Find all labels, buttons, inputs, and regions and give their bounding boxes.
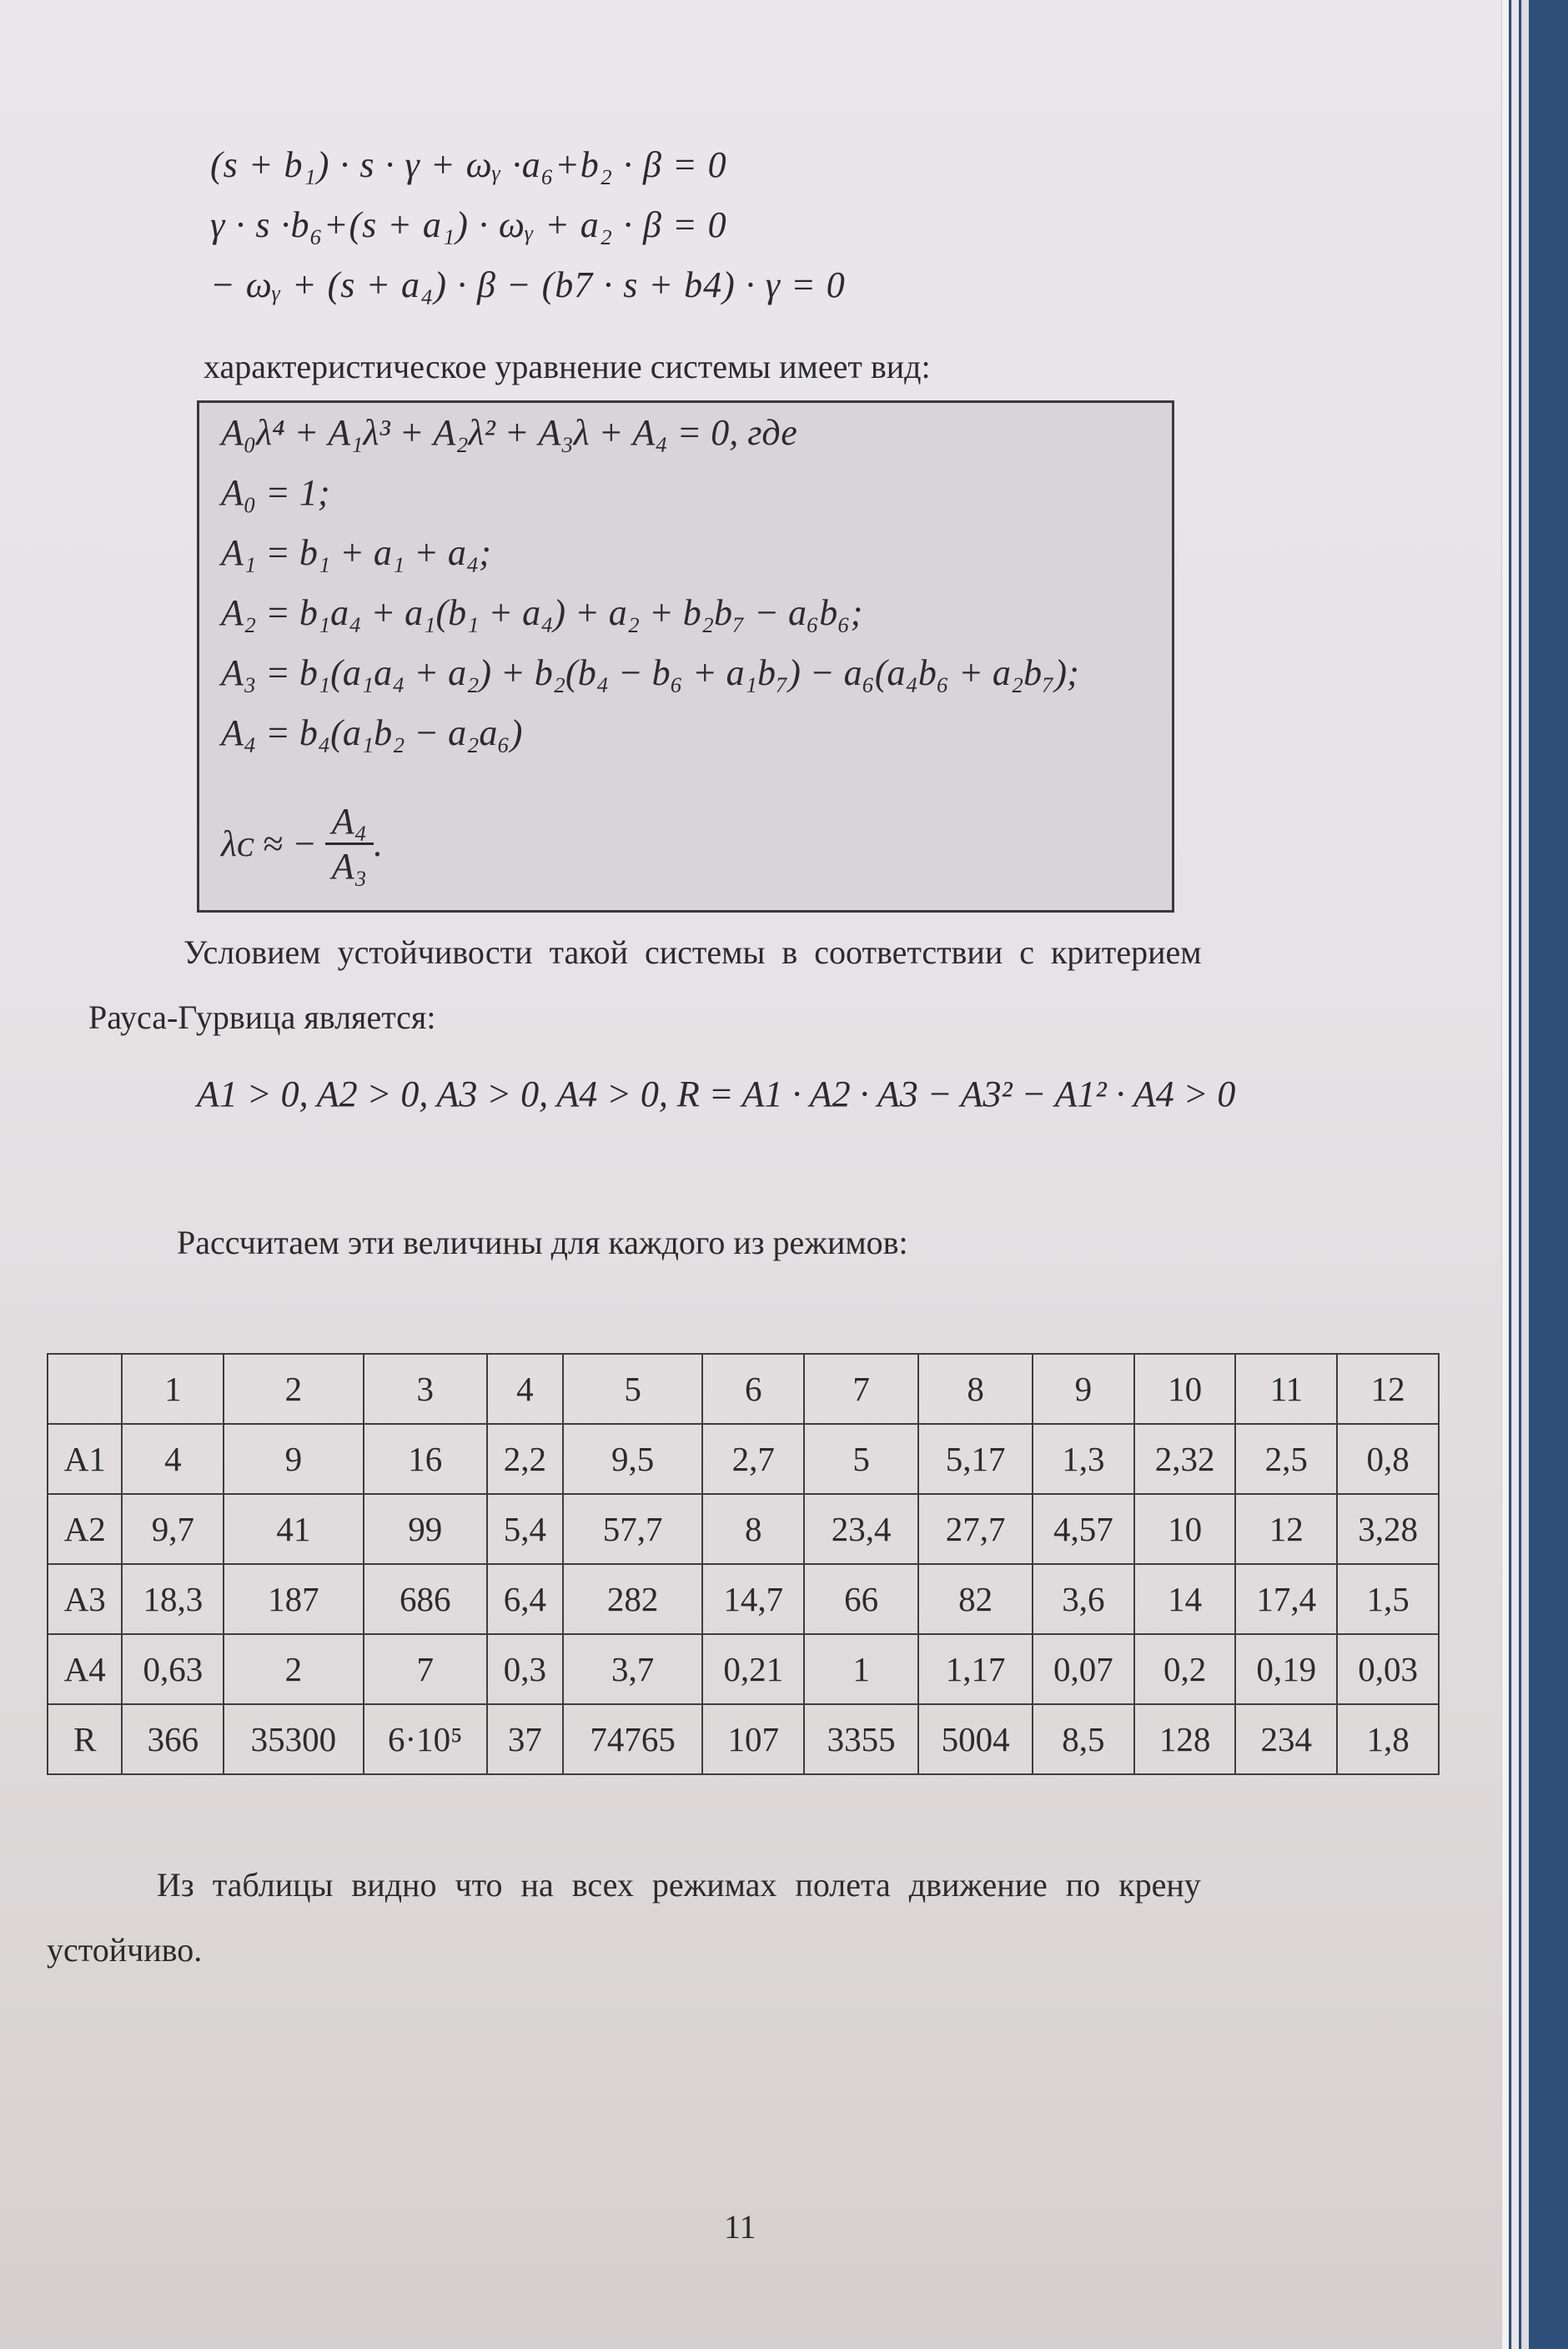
table-header-cell: 2 [224, 1354, 363, 1424]
table-row-label: R [48, 1704, 122, 1774]
table-cell: 282 [563, 1564, 702, 1634]
table-cell: 17,4 [1235, 1564, 1337, 1634]
table-cell: 99 [364, 1494, 487, 1564]
a0-formula: A₀ = 1; [221, 472, 330, 513]
table-header-cell: 3 [364, 1354, 487, 1424]
table-cell: 1,5 [1337, 1564, 1439, 1634]
table-cell: 66 [804, 1564, 918, 1634]
lambda-lhs: λᴄ ≈ − [221, 823, 317, 864]
table-cell: 16 [364, 1424, 487, 1494]
stability-table [47, 1353, 1440, 1775]
table-cell: 14,7 [702, 1564, 804, 1634]
a2-formula: A₂ = b₁a₄ + a₁(b₁ + a₄) + a₂ + b₂b₇ − a₆b₆; [221, 592, 863, 633]
table-header-cell: 10 [1134, 1354, 1236, 1424]
table-cell: 0,3 [487, 1634, 563, 1704]
table-header-cell: 1 [122, 1354, 224, 1424]
table-cell: 8,5 [1033, 1704, 1134, 1774]
table-cell: 1,3 [1033, 1424, 1134, 1494]
table-cell: 187 [224, 1564, 363, 1634]
routh-hurwitz-criterion: A1 > 0, A2 > 0, A3 > 0, A4 > 0, R = A1 · A2 · A3 − A3² − A1² · A4 > 0 [197, 1074, 1236, 1114]
table-cell: 1,8 [1337, 1704, 1439, 1774]
table-cell: 5004 [918, 1704, 1033, 1774]
table-cell: 57,7 [563, 1494, 702, 1564]
table-cell: 18,3 [122, 1564, 224, 1634]
table-row [48, 1564, 1439, 1634]
table-header-cell [48, 1354, 122, 1424]
table-row [48, 1634, 1439, 1704]
table-cell: 0,19 [1235, 1634, 1337, 1704]
table-row-label: A2 [48, 1494, 122, 1564]
stability-text-line1: Условием устойчивости такой системы в соответствии с критерием [183, 933, 1202, 971]
table-cell: 686 [364, 1564, 487, 1634]
table-row [48, 1704, 1439, 1774]
equation-1: (s + b₁) · s · γ + ωᵧ ·a₆+b₂ · β = 0 [210, 144, 727, 185]
table-cell: 3355 [804, 1704, 918, 1774]
table-cell: 37 [487, 1704, 563, 1774]
table-cell: 107 [702, 1704, 804, 1774]
table-cell: 6·10⁵ [364, 1704, 487, 1774]
table-header-cell: 9 [1033, 1354, 1134, 1424]
lambda-formula [221, 800, 383, 888]
table-cell: 9 [224, 1424, 363, 1494]
calc-intro: Рассчитаем эти величины для каждого из режимов: [177, 1224, 908, 1261]
table-cell: 74765 [563, 1704, 702, 1774]
table-header-cell: 8 [918, 1354, 1033, 1424]
lambda-denominator: A₃ [331, 846, 367, 887]
lambda-end: . [373, 823, 383, 864]
table-cell: 0,63 [122, 1634, 224, 1704]
table-row-label: A4 [48, 1634, 122, 1704]
table-row [48, 1494, 1439, 1564]
table-cell: 7 [364, 1634, 487, 1704]
table-cell: 1,17 [918, 1634, 1033, 1704]
table-cell: 128 [1134, 1704, 1236, 1774]
page-edge [1501, 0, 1509, 2349]
table-cell: 2,7 [702, 1424, 804, 1494]
page-edge [1521, 0, 1529, 2349]
table-cell: 366 [122, 1704, 224, 1774]
a1-formula: A₁ = b₁ + a₁ + a₄; [221, 532, 491, 573]
conclusion-line1: Из таблицы видно что на всех режимах полета движение по крену [157, 1866, 1201, 1904]
table-cell: 5,17 [918, 1424, 1033, 1494]
table-cell: 0,07 [1033, 1634, 1134, 1704]
formula-box [197, 400, 1174, 913]
table-cell: 3,7 [563, 1634, 702, 1704]
a4-formula: A₄ = b₄(a₁b₂ − a₂a₆) [221, 712, 523, 753]
table-row [48, 1424, 1439, 1494]
table-cell: 0,03 [1337, 1634, 1439, 1704]
table-cell: 2,32 [1134, 1424, 1236, 1494]
char-eq-intro: характеристическое уравнение системы имеет вид: [204, 348, 931, 385]
table-cell: 41 [224, 1494, 363, 1564]
table-cell: 2,5 [1235, 1424, 1337, 1494]
table-cell: 4 [122, 1424, 224, 1494]
stability-text-line2: Рауса-Гурвица является: [88, 998, 436, 1036]
page-edge [1511, 0, 1519, 2349]
table-header-cell: 11 [1235, 1354, 1337, 1424]
table-cell: 234 [1235, 1704, 1337, 1774]
table-header-cell: 7 [804, 1354, 918, 1424]
table-cell: 10 [1134, 1494, 1236, 1564]
table-header-cell: 12 [1337, 1354, 1439, 1424]
table-cell: 4,57 [1033, 1494, 1134, 1564]
table-header-cell: 6 [702, 1354, 804, 1424]
table-cell: 14 [1134, 1564, 1236, 1634]
table-cell: 27,7 [918, 1494, 1033, 1564]
table-cell: 8 [702, 1494, 804, 1564]
page-number: 11 [724, 2208, 756, 2246]
table-header-cell: 4 [487, 1354, 563, 1424]
equation-3: − ωᵧ + (s + a₄) · β − (b7 · s + b4) · γ = 0 [210, 264, 846, 305]
table-header-row [48, 1354, 1439, 1424]
a3-formula: A₃ = b₁(a₁a₄ + a₂) + b₂(b₄ − b₆ + a₁b₇) − a₆(a₄b₆ + a₂b₇); [221, 652, 1079, 693]
table-cell: 12 [1235, 1494, 1337, 1564]
table-cell: 5 [804, 1424, 918, 1494]
table-cell: 6,4 [487, 1564, 563, 1634]
lambda-numerator: A₄ [325, 800, 374, 845]
table-cell: 82 [918, 1564, 1033, 1634]
table-cell: 35300 [224, 1704, 363, 1774]
lambda-fraction [325, 800, 374, 888]
table-cell: 9,7 [122, 1494, 224, 1564]
table-cell: 1 [804, 1634, 918, 1704]
table-cell: 5,4 [487, 1494, 563, 1564]
table-row-label: A3 [48, 1564, 122, 1634]
table-row-label: A1 [48, 1424, 122, 1494]
conclusion-line2: устойчиво. [47, 1931, 203, 1969]
table-cell: 0,21 [702, 1634, 804, 1704]
table-cell: 2,2 [487, 1424, 563, 1494]
table-header-cell: 5 [563, 1354, 702, 1424]
table-cell: 3,28 [1337, 1494, 1439, 1564]
table-cell: 0,2 [1134, 1634, 1236, 1704]
table-cell: 23,4 [804, 1494, 918, 1564]
equation-2: γ · s ·b₆+(s + a₁) · ωᵧ + a₂ · β = 0 [210, 204, 727, 245]
table-cell: 9,5 [563, 1424, 702, 1494]
table-cell: 2 [224, 1634, 363, 1704]
table-cell: 3,6 [1033, 1564, 1134, 1634]
char-equation: A₀λ⁴ + A₁λ³ + A₂λ² + A₃λ + A₄ = 0, где [221, 412, 797, 453]
table-cell: 0,8 [1337, 1424, 1439, 1494]
